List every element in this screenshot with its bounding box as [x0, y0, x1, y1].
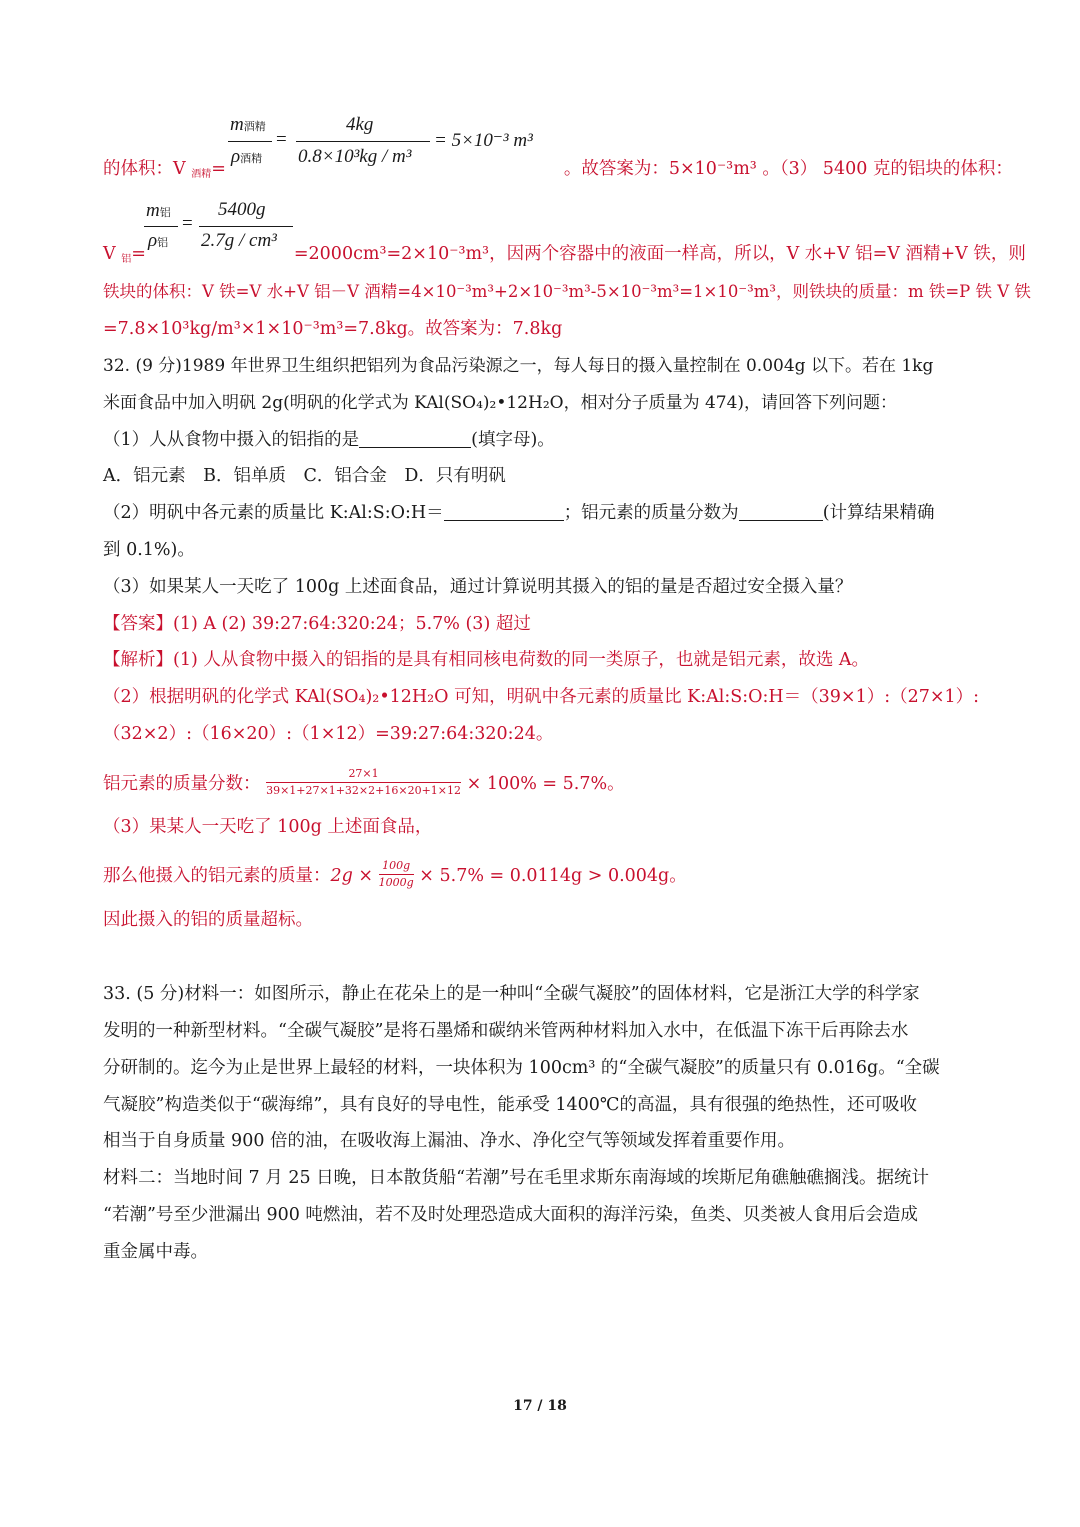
formula2-denominator: 2.7g / cm³: [201, 230, 277, 251]
q32-analysis-4: （3）果某人一天吃了 100g 上述面食品，: [103, 817, 433, 837]
q32-mass-fraction: 铝元素的质量分数： $\frac{27\times 1}{39\times 1+27\times 1+32\times 2+16\times 20+1\times 12}$ × 100% = 5.7%。: [103, 767, 625, 797]
q32-question-2: （2）明矾中各元素的质量比 K:Al:S:O:H＝ ；铝元素的质量分数为 (计算结果精确: [103, 503, 935, 523]
formula1-m: m酒精: [230, 114, 266, 135]
q32-blank-1[interactable]: [359, 429, 471, 448]
q32-analysis-3: （32×2）:（16×20）:（1×12）=39:27:64:320:24。: [103, 724, 554, 744]
formula1-denominator: 0.8×10³kg / m³: [298, 146, 412, 167]
formula2-eq: =: [182, 213, 193, 234]
formula1-left-bar: [228, 141, 272, 142]
q33-paragraph-line-4: 气凝胶”构造类似于“碳海绵”，具有良好的导电性，能承受 1400℃的高温，具有很强的绝热性，还可吸收: [103, 1095, 918, 1115]
solution-line-2: V $_铝$= =2000cm³=2×10⁻³m³，因两个容器中的液面一样高，所以，V 水+V 铝=V 酒精+V 铁，则: [103, 244, 1026, 265]
intake-fraction: $\frac{100g}{1000g}$: [378, 859, 414, 889]
q33-paragraph-line-7: “若潮”号至少泄漏出 900 吨燃油，若不及时处理恐造成大面积的海洋污染，鱼类、贝类被人食用后会造成: [103, 1205, 918, 1225]
q32-question-3: （3）如果某人一天吃了 100g 上述面食品，通过计算说明其摄入的铝的量是否超过安全摄入量？: [103, 577, 853, 597]
page-number: 17 / 18: [513, 1398, 567, 1414]
solution-line-3: 铁块的体积：V 铁=V 水+V 铝－V 酒精=4×10⁻³m³+2×10⁻³m³-5×10⁻³m³=1×10⁻³m³，则铁块的质量：m 铁=P 铁 V 铁: [103, 282, 1031, 301]
q33-paragraph-line-2: 发明的一种新型材料。“全碳气凝胶”是将石墨烯和碳纳米管两种材料加入水中，在低温下冻干后再除去水: [103, 1021, 909, 1041]
formula2-left-bar: [144, 226, 178, 227]
formula2-m: m铝: [146, 200, 171, 221]
formula1-right-bar: [296, 141, 430, 142]
q32-blank-3[interactable]: [739, 502, 823, 521]
q32-conclusion: 因此摄入的铝的质量超标。: [103, 910, 313, 930]
q33-paragraph-line-3: 分研制的。迄今为止是世界上最轻的材料，一块体积为 100cm³ 的“全碳气凝胶”的质量只有 0.016g。“全碳: [103, 1058, 940, 1078]
q32-analysis-2: （2）根据明矾的化学式 KAl(SO₄)₂•12H₂O 可知，明矾中各元素的质量比 K:Al:S:O:H＝（39×1）:（27×1）:: [103, 687, 980, 707]
q33-paragraph-line-5: 相当于自身质量 900 倍的油，在吸收海上漏油、净水、净化空气等领域发挥着重要作用。: [103, 1131, 796, 1151]
formula1-eq: =: [276, 129, 287, 150]
q32-options: A．铝元素 B．铝单质 C．铝合金 D．只有明矾: [103, 466, 506, 486]
q33-paragraph-line-8: 重金属中毒。: [103, 1242, 208, 1262]
q32-blank-2[interactable]: [444, 502, 564, 521]
q33-paragraph-line-1: 33. (5 分)材料一：如图所示，静止在花朵上的是一种叫“全碳气凝胶”的固体材料，它是浙江大学的科学家: [103, 984, 920, 1004]
q32-line-2: 米面食品中加入明矾 2g(明矾的化学式为 KAl(SO₄)₂•12H₂O，相对分子质量为 474)，请回答下列问题：: [103, 393, 898, 413]
mass-fraction-fraction: $\frac{27\times 1}{39\times 1+27\times 1+32\times 2+16\times 20+1\times 12}$: [266, 767, 462, 797]
formula1-numerator: 4kg: [346, 114, 374, 135]
q32-question-2-cont: 到 0.1%)。: [103, 540, 195, 560]
q32-analysis-1: 【解析】(1) 人从食物中摄入的铝指的是具有相同核电荷数的同一类原子，也就是铝元素，故选 A。: [103, 650, 870, 670]
formula2-rho: ρ铝: [148, 230, 169, 251]
formula2-right-bar: [199, 226, 293, 227]
solution-line-4: =7.8×10³kg/m³×1×10⁻³m³=7.8kg。故答案为：7.8kg: [103, 319, 563, 339]
formula1-rho: ρ酒精: [231, 146, 263, 167]
q32-intake: 那么他摄入的铝元素的质量：2g × $\frac{100g}{1000g}$ × 5.7% = 0.0114g > 0.004g。: [103, 859, 687, 889]
formula2-numerator: 5400g: [218, 199, 266, 220]
q32-answer: 【答案】(1) A (2) 39:27:64:320:24；5.7% (3) 超过: [103, 614, 531, 634]
solution-line-1: 的体积：V $_{酒精}$= 。故答案为：5×10⁻³m³ 。（3） 5400 克的铝块的体积：: [103, 159, 1013, 180]
q32-line-1: 32. (9 分)1989 年世界卫生组织把铝列为食品污染源之一，每人每日的摄入量控制在 0.004g 以下。若在 1kg: [103, 356, 934, 376]
q32-question-1: （1）人从食物中摄入的铝指的是 (填字母)。: [103, 430, 555, 450]
formula1-result: = 5×10⁻³ m³: [434, 130, 533, 151]
q33-paragraph-line-6: 材料二：当地时间 7 月 25 日晚，日本散货船“若潮”号在毛里求斯东南海域的埃斯尼角礁触礁搁浅。据统计: [103, 1168, 930, 1188]
